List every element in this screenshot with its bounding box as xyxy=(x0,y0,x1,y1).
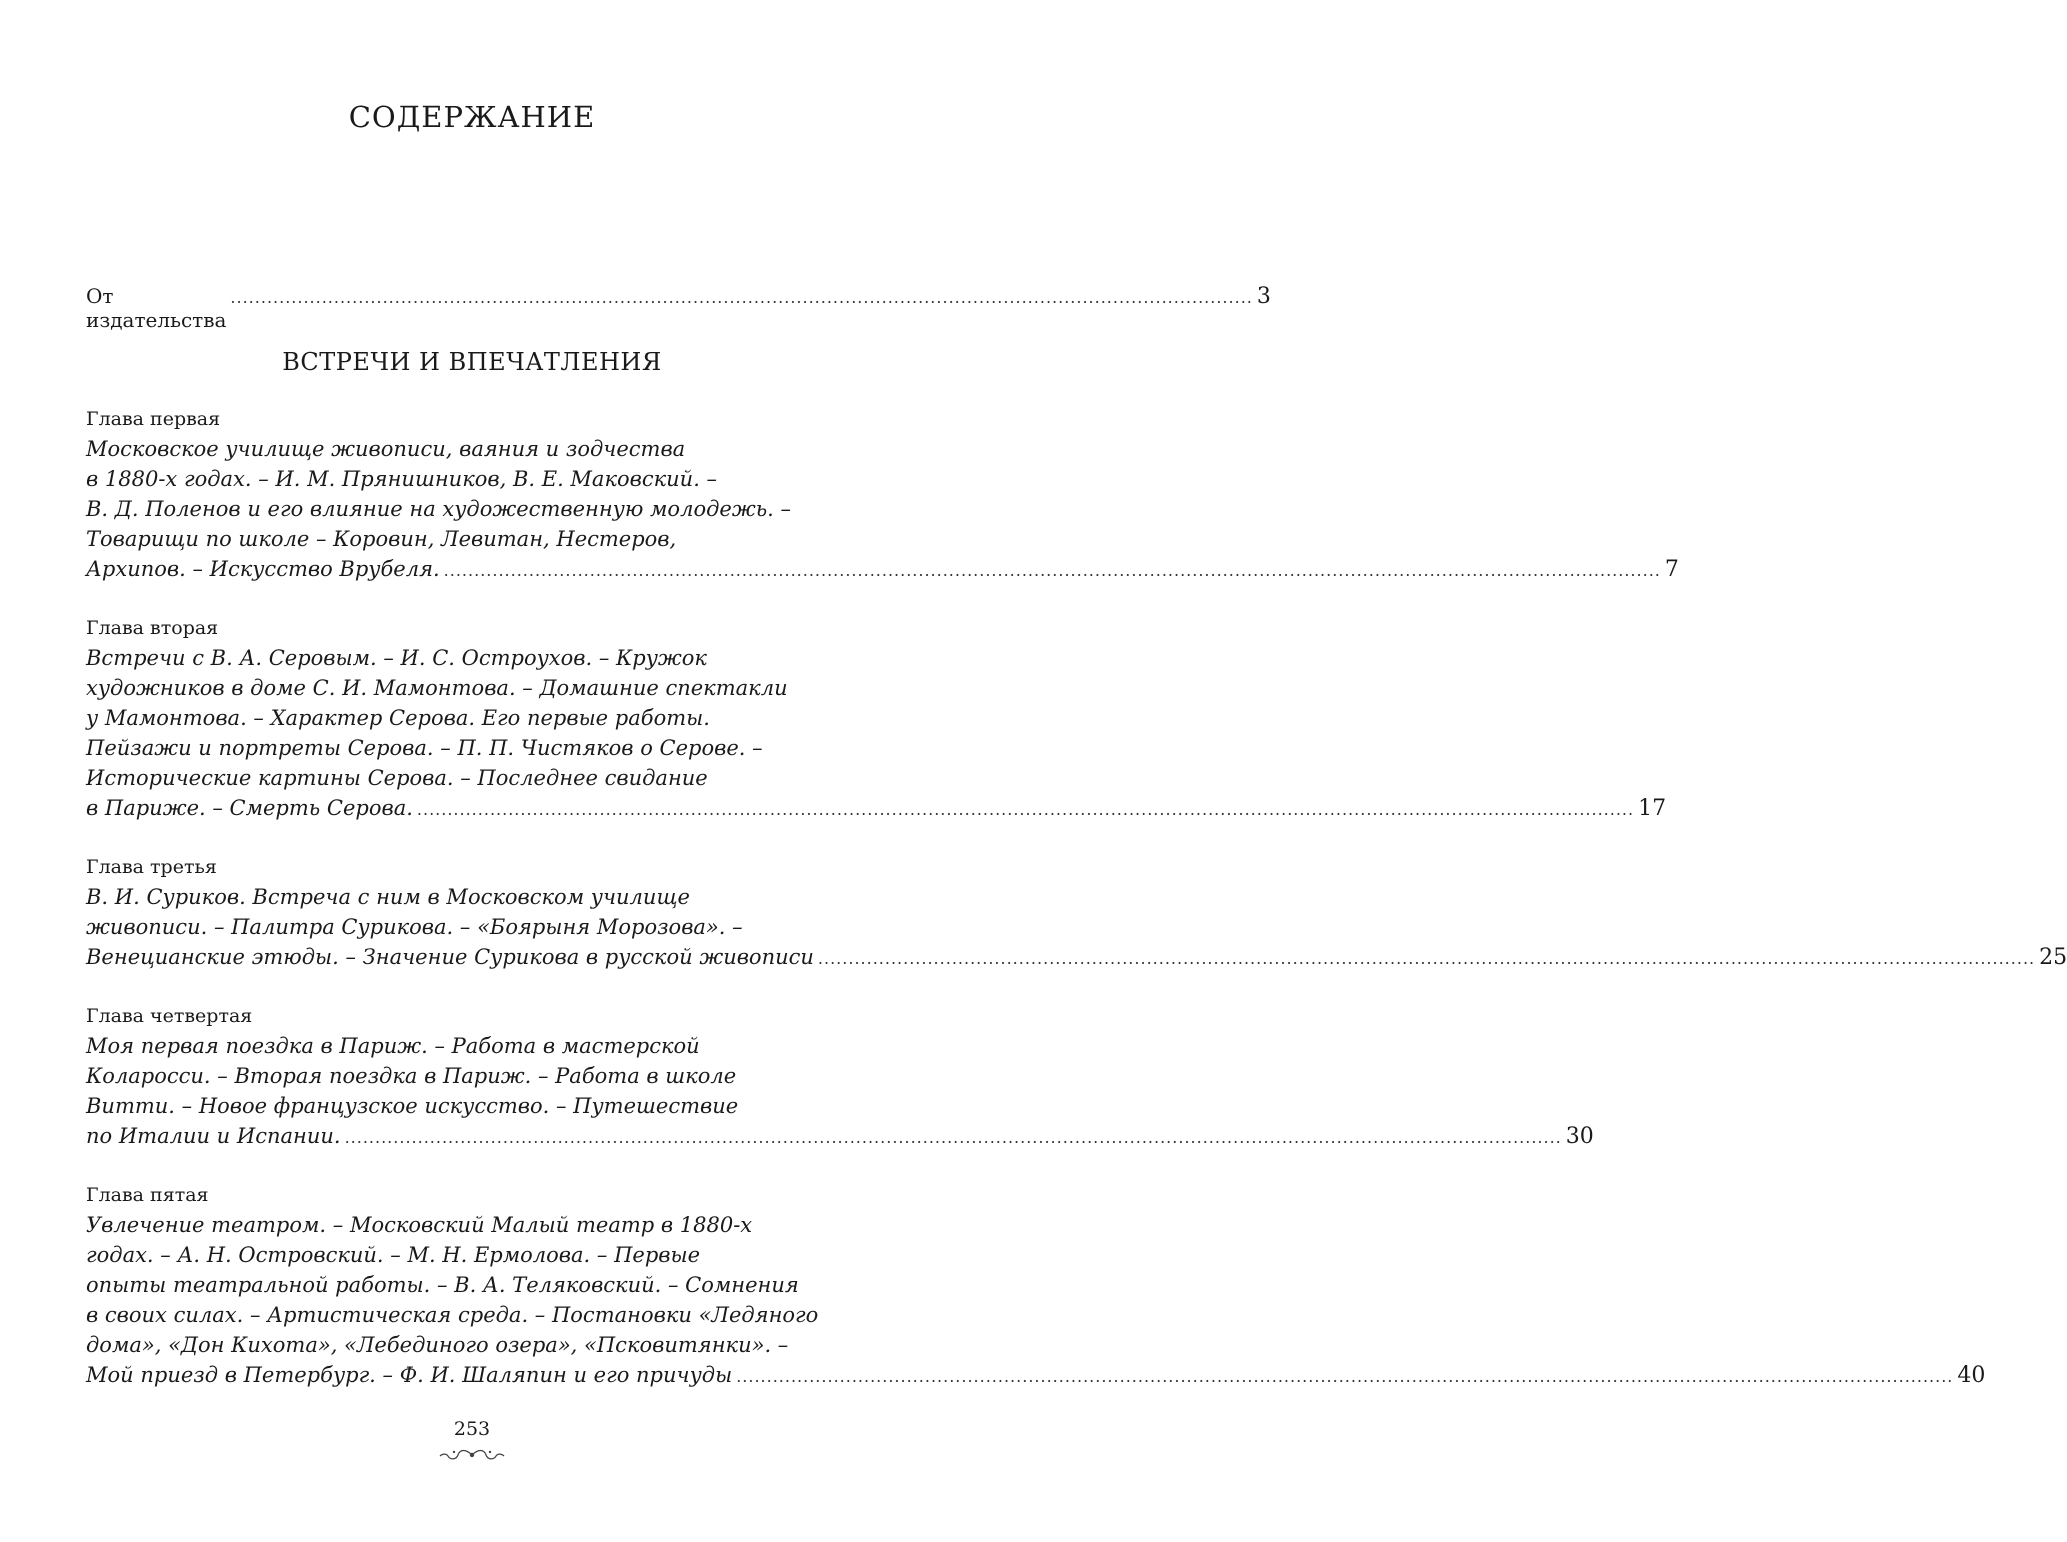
toc-chapter-entry[interactable] xyxy=(86,852,2067,974)
page-number-folio: 253 xyxy=(453,1418,491,1440)
chapter-last-line xyxy=(86,1121,1594,1153)
chapter-description-line: Витти. – Новое французское искусство. – Путешествие xyxy=(86,1094,739,1118)
toc-page-number: 3 xyxy=(1256,284,1271,309)
chapter-description-line: опыты театральной работы. – В. А. Теляковский. – Сомнения xyxy=(86,1273,799,1297)
chapter-description-line: Исторические картины Серова. – Последнее свидание xyxy=(86,766,708,790)
toc-page-number: 30 xyxy=(1565,1124,1594,1149)
toc-chapter-entry[interactable] xyxy=(86,1001,1594,1153)
chapter-description-line: Товарищи по школе – Коровин, Левитан, Нестеров, xyxy=(86,527,677,551)
toc-chapter-entry[interactable] xyxy=(86,404,1679,586)
chapter-description-line: художников в доме С. И. Мамонтова. – Домашние спектакли xyxy=(86,676,788,700)
chapter-description-line: Встречи с В. А. Серовым. – И. С. Остроухов. – Кружок xyxy=(86,646,707,670)
section-heading: ВСТРЕЧИ И ВПЕЧАТЛЕНИЯ xyxy=(282,348,662,376)
chapter-label: Глава первая xyxy=(86,408,221,430)
chapter-description-line: В. Д. Поленов и его влияние на художественную молодежь. – xyxy=(86,497,791,521)
chapter-label: Глава третья xyxy=(86,856,217,878)
chapter-description-line: Венецианские этюды. – Значение Сурикова в русской живописи xyxy=(86,945,814,969)
chapter-description-line: в своих силах. – Артистическая среда. – Постановки «Ледяного xyxy=(86,1303,819,1327)
page-title: СОДЕРЖАНИЕ xyxy=(348,100,596,134)
chapter-description-line: Коларосси. – Вторая поездка в Париж. – Работа в школе xyxy=(86,1064,737,1088)
toc-entry-label: От издательства xyxy=(86,284,227,332)
toc-page-number: 25 xyxy=(2039,945,2067,970)
toc-page-number: 40 xyxy=(1957,1363,1986,1388)
floral-ornament-icon xyxy=(436,1447,508,1463)
chapter-description-line: дома», «Дон Кихота», «Лебединого озера», «Псковитянки». – xyxy=(86,1333,789,1357)
chapter-description-line: у Мамонтова. – Характер Серова. Его первые работы. xyxy=(86,706,710,730)
chapter-label: Глава четвертая xyxy=(86,1005,253,1027)
chapter-description-line: в 1880-х годах. – И. М. Прянишников, В. Е. Маковский. – xyxy=(86,467,718,491)
chapter-description-line: Московское училище живописи, ваяния и зодчества xyxy=(86,437,686,461)
toc-page-number: 17 xyxy=(1638,796,1667,821)
chapter-list xyxy=(86,404,2067,1419)
chapter-last-line xyxy=(86,554,1679,586)
toc-chapter-entry[interactable] xyxy=(86,1180,1986,1392)
toc-entry-front-matter[interactable] xyxy=(86,284,1271,332)
chapter-last-line xyxy=(86,1360,1986,1392)
chapter-description-line: годах. – А. Н. Островский. – М. Н. Ермолова. – Первые xyxy=(86,1243,701,1267)
chapter-last-line xyxy=(86,793,1667,825)
dot-leader: ........................................................................................................................................................................................................ xyxy=(443,561,1661,580)
chapter-label: Глава пятая xyxy=(86,1184,209,1206)
chapter-description-line: по Италии и Испании. xyxy=(86,1124,341,1148)
dot-leader: ........................................................................................................................................................................................................ xyxy=(736,1367,1954,1386)
toc-chapter-entry[interactable] xyxy=(86,613,1667,825)
chapter-description-line: Архипов. – Искусство Врубеля. xyxy=(86,557,440,581)
dot-leader: ........................................................................................................................................................................................................ xyxy=(817,949,2036,968)
chapter-description-line: в Париже. – Смерть Серова. xyxy=(86,796,413,820)
chapter-description-line: Мой приезд в Петербург. – Ф. И. Шаляпин и его причуды xyxy=(86,1363,733,1387)
chapter-last-line xyxy=(86,942,2067,974)
chapter-description-line: Увлечение театром. – Московский Малый театр в 1880-х xyxy=(86,1213,753,1237)
chapter-label: Глава вторая xyxy=(86,617,219,639)
chapter-description-line: Пейзажи и портреты Серова. – П. П. Чистяков о Серове. – xyxy=(86,736,763,760)
dot-leader: ........................................................................................................................................................................ xyxy=(230,288,1253,307)
dot-leader: ........................................................................................................................................................................................................ xyxy=(416,800,1635,819)
chapter-description-line: В. И. Суриков. Встреча с ним в Московском училище xyxy=(86,885,690,909)
chapter-description-line: Моя первая поездка в Париж. – Работа в мастерской xyxy=(86,1034,700,1058)
dot-leader: ........................................................................................................................................................................................................ xyxy=(344,1128,1562,1147)
chapter-description-line: живописи. – Палитра Сурикова. – «Боярыня Морозова». – xyxy=(86,915,743,939)
toc-page-number: 7 xyxy=(1664,557,1679,582)
